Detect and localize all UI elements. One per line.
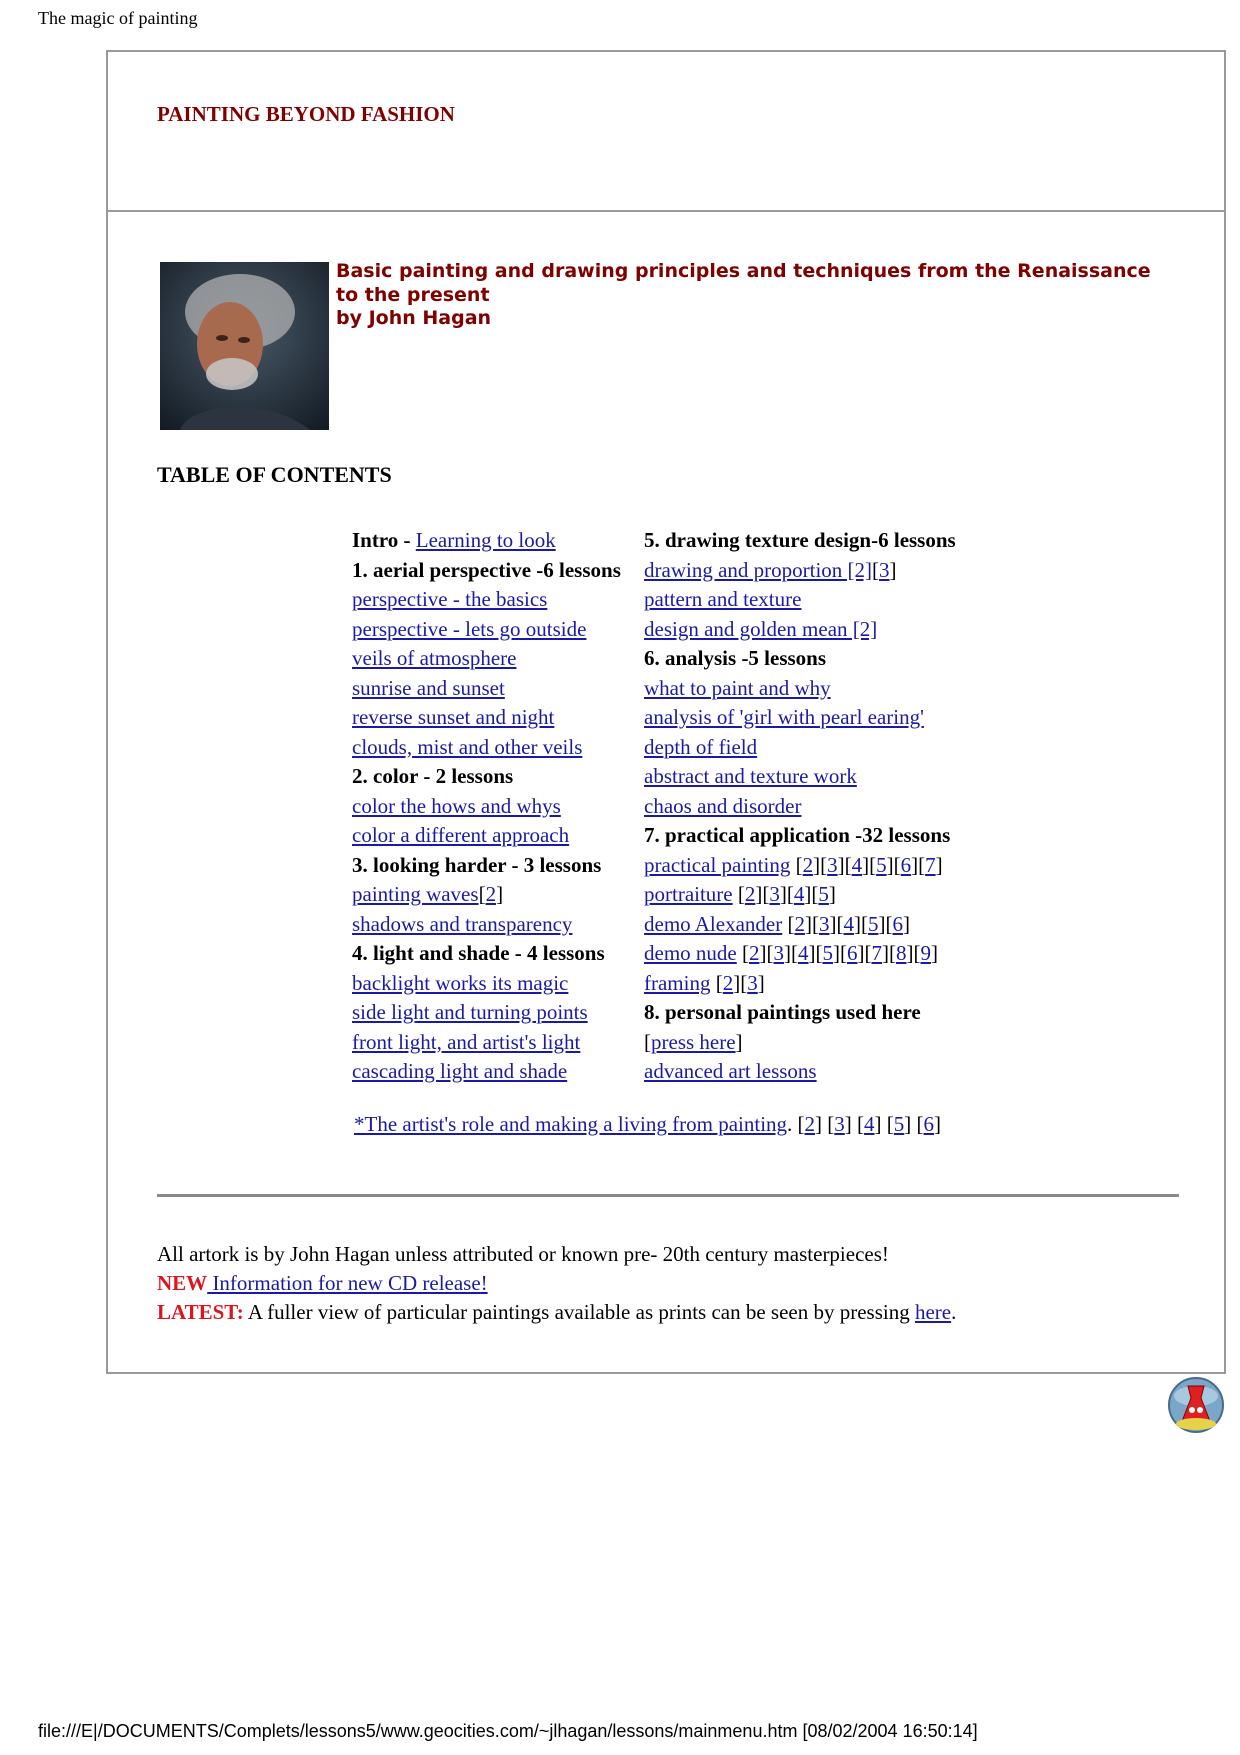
toc-right-item <box>644 703 1184 733</box>
lesson-link[interactable]: practical painting <box>644 852 791 877</box>
section-heading: 8. personal paintings used here <box>644 1000 921 1024</box>
lesson-link[interactable]: shadows and transparency <box>352 911 573 936</box>
page-number-link[interactable]: 2 <box>802 852 814 877</box>
page-number-link[interactable]: 7 <box>925 852 936 877</box>
lesson-link[interactable]: depth of field <box>644 734 758 759</box>
page-number-link[interactable]: 7 <box>871 941 882 965</box>
subtitle-line-1: Basic painting and drawing principles and techniques from the Renaissance <box>336 260 1151 282</box>
page-number-link[interactable]: 6 <box>923 1112 935 1136</box>
toc-left-item <box>352 703 652 733</box>
page-number-link[interactable]: 3 <box>827 852 838 877</box>
page-number-link[interactable]: 3 <box>773 941 784 965</box>
page-number-link[interactable]: 9 <box>920 941 931 965</box>
page-number-link[interactable]: 4 <box>843 911 854 936</box>
toc-left-item: painting waves[2] <box>352 882 504 906</box>
lesson-link[interactable]: cascading light and shade <box>352 1059 568 1083</box>
toc-right-item <box>644 762 1184 792</box>
toc-title: TABLE OF CONTENTS <box>157 462 392 487</box>
toc-right-column <box>644 526 1184 1087</box>
lesson-link[interactable]: reverse sunset and night <box>352 705 555 729</box>
toc-left-item <box>352 674 652 704</box>
prints-here-link[interactable]: here <box>914 1300 952 1324</box>
toc-left-item <box>352 910 652 940</box>
page-number-link[interactable]: 4 <box>793 882 805 906</box>
lesson-link[interactable]: perspective - lets go outside <box>352 616 587 641</box>
page-number-link[interactable]: 2 <box>804 1112 816 1136</box>
page-number-link[interactable]: 5 <box>822 941 833 965</box>
divider <box>157 1194 1179 1197</box>
page-number-link[interactable]: 4 <box>864 1112 875 1136</box>
lesson-link[interactable]: sunrise and sunset <box>352 675 505 700</box>
new-line <box>157 1269 956 1298</box>
lesson-link[interactable]: clouds, mist and other veils <box>352 734 583 759</box>
lesson-link[interactable]: backlight works its magic <box>352 970 569 995</box>
cd-release-link[interactable]: Information for new CD release! <box>207 1271 488 1295</box>
toc-left-item <box>352 792 652 822</box>
lesson-link[interactable]: drawing and proportion [2] <box>644 557 873 582</box>
subtitle-line-2: to the present <box>336 283 490 306</box>
lesson-link[interactable]: chaos and disorder <box>644 793 802 818</box>
toc-left-item <box>352 998 652 1028</box>
page-number-link[interactable]: 6 <box>892 911 903 936</box>
toc-left-item <box>352 1057 652 1087</box>
lesson-link[interactable]: demo Alexander <box>644 911 783 936</box>
lesson-link[interactable]: color a different approach <box>352 823 570 847</box>
page-number-link[interactable]: 2 <box>722 970 734 995</box>
page-number-link[interactable]: 6 <box>900 852 912 877</box>
section-heading: 4. light and shade - 4 lessons <box>352 941 605 965</box>
page-number-link[interactable]: 8 <box>895 941 907 965</box>
page-number-link[interactable]: 2 <box>744 882 756 906</box>
toc-right-item <box>644 585 1184 615</box>
lesson-link[interactable]: color the hows and whys <box>352 793 561 818</box>
footer-notes <box>157 1240 956 1327</box>
lesson-link[interactable]: design and golden mean [2] <box>644 616 878 641</box>
toc-left-item <box>352 733 652 763</box>
page-number-link[interactable]: 2 <box>794 911 805 936</box>
artwork-note: All artork is by John Hagan unless attributed or known pre- 20th century masterpieces! <box>157 1242 889 1266</box>
lesson-link[interactable]: front light, and artist's light <box>352 1029 581 1054</box>
lesson-link[interactable]: demo nude <box>644 941 737 965</box>
page-number-link[interactable]: 3 <box>818 911 830 936</box>
author-portrait <box>160 262 329 430</box>
toc-left-column <box>352 526 652 1087</box>
lesson-link[interactable]: abstract and texture work <box>644 764 857 788</box>
page-number-link[interactable]: 5 <box>893 1112 905 1136</box>
artist-role-line: *The artist's role and making a living from painting. [2] [3] [4] [5] [6] <box>354 1112 942 1136</box>
toc-right-item: portraiture [2][3][4][5] <box>644 882 836 906</box>
toc-left-item <box>352 585 652 615</box>
toc-right-item <box>644 674 1184 704</box>
section-heading: 2. color - 2 lessons <box>352 764 514 788</box>
page-number-link[interactable]: 3 <box>769 882 780 906</box>
page-number-link[interactable]: 3 <box>834 1112 845 1136</box>
latest-end: . <box>951 1300 957 1324</box>
new-label: NEW <box>157 1271 208 1295</box>
toc-right-item: demo Alexander [2][3][4][5][6] <box>644 911 910 936</box>
page-number-link[interactable]: 2 <box>485 882 497 906</box>
toc-right-item: demo nude [2][3][4][5][6][7][8][9] <box>644 941 938 965</box>
latest-text: A fuller view of particular paintings available as prints can be seen by pressing <box>243 1300 915 1324</box>
geocities-logo-icon[interactable] <box>1166 1376 1226 1434</box>
section-heading: 3. looking harder - 3 lessons <box>352 852 602 877</box>
latest-line <box>157 1298 956 1327</box>
page-number-link[interactable]: 5 <box>867 911 879 936</box>
toc-right-item: framing [2][3] <box>644 970 765 995</box>
page-number-link[interactable]: 6 <box>846 941 858 965</box>
toc-right-item: [press here] <box>644 1029 743 1054</box>
page-number-link[interactable]: 5 <box>818 882 829 906</box>
toc-left-item <box>352 644 652 674</box>
content-frame <box>106 50 1226 1374</box>
intro-label: Intro - <box>352 528 416 552</box>
page-header: The magic of painting <box>38 8 198 28</box>
section-heading: 6. analysis -5 lessons <box>644 646 827 670</box>
page-number-link[interactable]: 5 <box>876 852 887 877</box>
toc-left-item <box>352 1028 652 1058</box>
page-number-link[interactable]: 3 <box>879 557 890 582</box>
artist-role-link[interactable]: *The artist's role and making a living from painting <box>354 1112 788 1136</box>
latest-label: LATEST: <box>157 1300 244 1324</box>
page-number-link[interactable]: 2 <box>748 941 760 965</box>
lesson-link[interactable]: Learning to look <box>415 528 556 552</box>
page-number-link[interactable]: 4 <box>851 852 863 877</box>
site-title: PAINTING BEYOND FASHION <box>157 102 455 126</box>
section-heading: 1. aerial perspective -6 lessons <box>352 557 621 582</box>
file-path-footer: file:///E|/DOCUMENTS/Complets/lessons5/www.geocities.com/~jlhagan/lessons/mainmenu.htm [08/02/2004 16:50:14] <box>38 1721 978 1741</box>
toc-left-item <box>352 526 652 556</box>
toc-left-item <box>352 615 652 645</box>
lesson-link[interactable]: pattern and texture <box>644 587 802 611</box>
toc-left-item <box>352 821 652 851</box>
section-heading: 7. practical application -32 lessons <box>644 823 951 847</box>
title-banner <box>108 52 1224 212</box>
lesson-link[interactable]: portraiture <box>644 882 733 906</box>
toc-left-item <box>352 969 652 999</box>
lesson-link[interactable]: perspective - the basics <box>352 587 548 611</box>
lesson-link[interactable]: advanced art lessons <box>644 1059 817 1083</box>
lesson-link[interactable]: analysis of 'girl with pearl earing' <box>644 705 924 729</box>
toc-right-item <box>644 615 1184 645</box>
toc-right-item <box>644 1057 1184 1087</box>
page-number-link[interactable]: 3 <box>747 970 758 995</box>
lesson-link[interactable]: veils of atmosphere <box>352 646 517 670</box>
toc-right-item: drawing and proportion [2][3] <box>644 557 897 582</box>
lesson-link[interactable]: what to paint and why <box>644 675 831 700</box>
toc-right-item <box>644 792 1184 822</box>
lesson-link[interactable]: painting waves <box>352 882 479 906</box>
subtitle <box>336 260 1196 331</box>
lesson-link[interactable]: side light and turning points <box>352 1000 588 1024</box>
subtitle-byline: by John Hagan <box>336 307 492 329</box>
lesson-link[interactable]: framing <box>644 970 711 995</box>
page-number-link[interactable]: 4 <box>797 941 809 965</box>
press-here-link[interactable]: press here <box>651 1029 736 1054</box>
toc-right-item: practical painting [2][3][4][5][6][7] <box>644 852 943 877</box>
section-heading: 5. drawing texture design-6 lessons <box>644 528 956 552</box>
toc-right-item <box>644 733 1184 763</box>
